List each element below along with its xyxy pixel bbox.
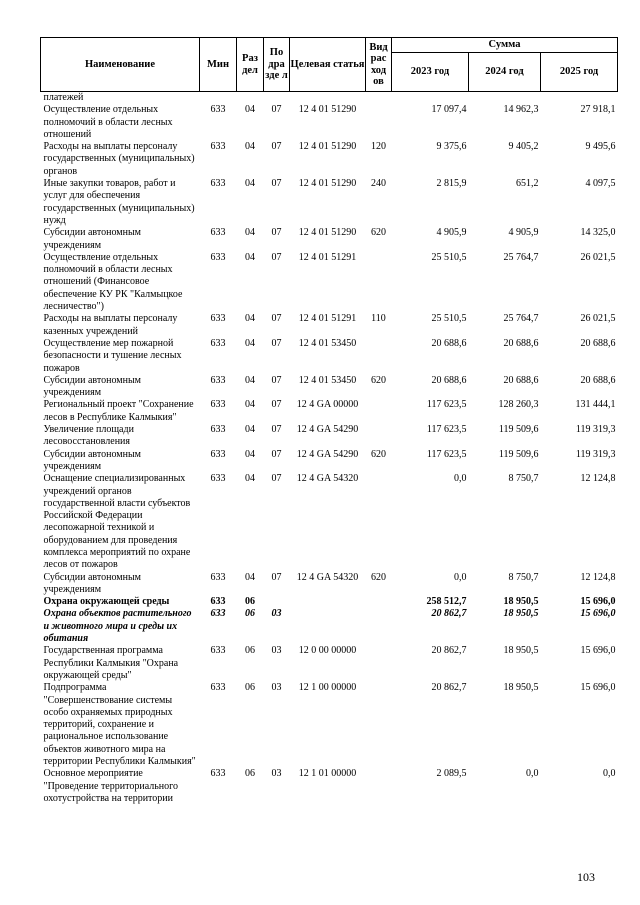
table-header: [41, 38, 618, 92]
row-podrazdel: 03: [271, 645, 282, 657]
row-name: Осуществление отдельных полномочий в области лесных отношений: [43, 104, 173, 140]
row-razdel: 06: [245, 608, 255, 620]
row-podrazdel: 07: [271, 227, 282, 239]
row-razdel: 04: [245, 313, 255, 325]
row-sum-2024: 651,2: [516, 178, 539, 190]
row-name: Основное мероприятие "Проведение территориального охотустройства на территории: [43, 768, 178, 804]
row-vid: [366, 473, 392, 571]
row-min: 633: [210, 768, 226, 780]
row-name: Иные закупки товаров, работ и услуг для обеспечения государственных (муниципальных) нужд: [43, 178, 195, 226]
table-row: [41, 104, 618, 141]
row-sum-2025: 20 688,6: [580, 374, 616, 386]
row-sum-2024: 9 405,2: [508, 141, 539, 153]
table-row: [41, 313, 618, 338]
budget-table: [40, 37, 618, 805]
row-razdel: 04: [245, 424, 255, 436]
table-row: [41, 424, 618, 449]
row-sum-2025: 0,0: [603, 768, 616, 780]
row-podrazdel: 07: [271, 178, 282, 190]
row-target: 12 4 01 53450: [298, 337, 357, 349]
header-target: Целевая статья: [290, 38, 366, 92]
row-sum-2024: 128 260,3: [498, 399, 539, 411]
row-min: 633: [210, 251, 226, 263]
table-row: [41, 178, 618, 227]
row-min: [200, 92, 237, 105]
row-sum-2025: 131 444,1: [575, 399, 616, 411]
row-razdel: 04: [245, 374, 255, 386]
row-min: 633: [210, 424, 226, 436]
row-sum-2023: 117 623,5: [426, 424, 467, 436]
row-target: 12 1 00 00000: [298, 682, 357, 694]
row-min: 633: [210, 448, 226, 460]
row-target: 12 4 01 51291: [298, 251, 357, 263]
row-podrazdel: 07: [271, 104, 282, 116]
row-razdel: 04: [245, 473, 255, 485]
header-podrazdel: По дра зде л: [264, 38, 290, 92]
row-vid: [366, 424, 392, 449]
row-sum-2023: 20 688,6: [431, 337, 467, 349]
row-sum-2024: 8 750,7: [508, 571, 539, 583]
row-razdel: 06: [245, 596, 255, 608]
document-page: [40, 37, 617, 805]
table-row: [41, 572, 618, 597]
row-razdel: 06: [245, 682, 255, 694]
row-target: 12 4 01 51290: [298, 141, 357, 153]
table-row: [41, 596, 618, 608]
row-podrazdel: 03: [271, 768, 282, 780]
row-podrazdel: 07: [271, 424, 282, 436]
row-razdel: 04: [245, 141, 255, 153]
row-podrazdel: 07: [271, 313, 282, 325]
row-sum-2025: 119 319,3: [575, 448, 616, 460]
row-vid: [366, 338, 392, 375]
row-razdel: 04: [245, 571, 255, 583]
row-sum-2023: 20 862,7: [431, 608, 467, 620]
row-sum-2023: 4 905,9: [436, 227, 467, 239]
row-vid: 620: [371, 571, 386, 583]
row-podrazdel: 07: [271, 571, 282, 583]
row-vid: 620: [371, 227, 386, 239]
row-name: Оснащение специализированных учреждений органов государственной власти субъектов Российской Федерации лесопожарной техникой и оборудованием для проведения комплекса мероприятий по охране лесов от пожаров: [43, 473, 191, 571]
row-min: 633: [210, 337, 226, 349]
row-min: 633: [210, 682, 226, 694]
row-sum-2025: 12 124,8: [580, 473, 616, 485]
row-sum-2025: 26 021,5: [580, 313, 616, 325]
row-vid: 110: [371, 313, 386, 325]
row-sum-2024: 20 688,6: [503, 374, 539, 386]
row-sum-2025: 26 021,5: [580, 251, 616, 263]
row-sum-2024: 0,0: [526, 768, 539, 780]
row-sum-2023: 0,0: [454, 571, 467, 583]
row-sum-2025: 9 495,6: [585, 141, 616, 153]
row-razdel: 04: [245, 399, 255, 411]
row-sum-2024: 18 950,5: [503, 682, 539, 694]
row-sum-2025: 15 696,0: [580, 682, 616, 694]
row-podrazdel: 07: [271, 251, 282, 263]
row-razdel: 06: [245, 645, 255, 657]
row-vid: [366, 92, 392, 105]
row-sum-2023: 25 510,5: [431, 313, 467, 325]
row-razdel: 04: [245, 251, 255, 263]
row-name: Осуществление отдельных полномочий в области лесных отношений (Финансовое обеспечение КУ РК "Калмыцкое лесничество"): [43, 251, 183, 313]
row-sum-2023: 2 089,5: [436, 768, 467, 780]
row-sum-2024: 119 509,6: [498, 448, 539, 460]
row-min: 633: [210, 473, 226, 485]
row-name: Охрана объектов растительного и животного мира и среды их обитания: [43, 608, 192, 645]
table-row: [41, 608, 618, 645]
table-row: [41, 645, 618, 682]
row-sum-2023: 20 688,6: [431, 374, 467, 386]
row-name: Расходы на выплаты персоналу казенных учреждений: [43, 313, 178, 337]
row-podrazdel: 07: [271, 473, 282, 485]
table-row: [41, 473, 618, 571]
row-name: Субсидии автономным учреждениям: [43, 571, 141, 595]
row-podrazdel: 07: [271, 141, 282, 153]
row-name: Государственная программа Республики Калмыкия "Охрана окружающей среды": [43, 645, 179, 681]
row-razdel: 04: [245, 227, 255, 239]
row-vid: [366, 608, 392, 645]
row-vid: 120: [371, 141, 386, 153]
row-min: 633: [210, 608, 226, 620]
row-name: Субсидии автономным учреждениям: [43, 374, 141, 399]
row-vid: 240: [371, 178, 386, 190]
row-sum-2024: 14 962,3: [503, 104, 539, 116]
row-name: Субсидии автономным учреждениям: [43, 448, 141, 472]
row-target: 12 4 GA 54320: [296, 571, 359, 583]
row-name: Осуществление мер пожарной безопасности и тушение лесных пожаров: [43, 337, 182, 374]
row-name: Субсидии автономным учреждениям: [43, 227, 141, 251]
row-podrazdel: [264, 596, 290, 608]
row-razdel: 04: [245, 448, 255, 460]
row-vid: 620: [371, 374, 386, 386]
row-sum-2025: 15 696,0: [580, 645, 616, 657]
row-sum-2023: 25 510,5: [431, 251, 467, 263]
row-podrazdel: [264, 92, 290, 105]
row-name: Региональный проект "Сохранение лесов в Республике Калмыкия": [43, 399, 194, 423]
row-target: [290, 608, 366, 645]
table-row: [41, 682, 618, 768]
table-row: [41, 141, 618, 178]
row-min: 633: [210, 227, 226, 239]
row-target: 12 4 GA 54290: [296, 448, 359, 460]
row-sum-2024: 4 905,9: [508, 227, 539, 239]
row-sum-2023: 20 862,7: [431, 682, 467, 694]
row-razdel: 06: [245, 768, 255, 780]
row-sum-2025: 27 918,1: [580, 104, 616, 116]
table-row: [41, 449, 618, 474]
row-sum-2025: 15 696,0: [580, 596, 616, 608]
row-podrazdel: 07: [271, 337, 282, 349]
row-podrazdel: 07: [271, 374, 282, 386]
row-sum-2024: 119 509,6: [498, 424, 539, 436]
row-target: 12 4 01 53450: [298, 374, 357, 386]
row-sum-2025: 15 696,0: [580, 608, 616, 620]
row-target: 12 1 01 00000: [298, 768, 357, 780]
row-target: 12 4 GA 54320: [296, 473, 359, 485]
row-sum-2025: 20 688,6: [580, 337, 616, 349]
table-body: [41, 92, 618, 806]
table-row: [41, 399, 618, 424]
row-target: [290, 92, 366, 105]
row-sum-2024: [469, 92, 541, 105]
header-min: Мин: [200, 38, 237, 92]
row-target: 12 0 00 00000: [298, 645, 357, 657]
row-sum-2023: 17 097,4: [431, 104, 467, 116]
row-min: 633: [210, 645, 226, 657]
row-sum-2023: 117 623,5: [426, 448, 467, 460]
row-sum-2023: [392, 92, 469, 105]
row-name: Увеличение площади лесовосстановления: [43, 424, 134, 448]
header-name: Наименование: [41, 38, 200, 92]
row-min: 633: [210, 178, 226, 190]
row-podrazdel: 03: [271, 682, 282, 694]
row-name: Охрана окружающей среды: [43, 596, 170, 608]
table-row: [41, 375, 618, 400]
row-min: 633: [210, 141, 226, 153]
row-min: 633: [210, 571, 226, 583]
row-razdel: 04: [245, 178, 255, 190]
row-name: платежей: [43, 92, 84, 103]
row-podrazdel: 03: [271, 608, 282, 620]
row-vid: [366, 682, 392, 768]
row-vid: [366, 104, 392, 141]
row-target: 12 4 01 51290: [298, 178, 357, 190]
row-sum-2024: 25 764,7: [503, 313, 539, 325]
row-razdel: [237, 92, 264, 105]
row-min: 633: [210, 104, 226, 116]
header-razdel: Раз дел: [237, 38, 264, 92]
row-vid: 620: [371, 448, 386, 460]
row-target: 12 4 01 51291: [298, 313, 357, 325]
row-razdel: 04: [245, 337, 255, 349]
row-sum-2023: 117 623,5: [426, 399, 467, 411]
row-vid: [366, 596, 392, 608]
row-target: [290, 596, 366, 608]
table-row: [41, 227, 618, 252]
row-target: 12 4 01 51290: [298, 227, 357, 239]
header-vid: Вид рас ход ов: [366, 38, 392, 92]
row-sum-2024: 8 750,7: [508, 473, 539, 485]
header-sum: Сумма: [392, 38, 618, 53]
row-target: 12 4 GA 54290: [296, 424, 359, 436]
row-sum-2024: 18 950,5: [503, 596, 539, 608]
row-sum-2023: 258 512,7: [426, 596, 467, 608]
row-sum-2024: 25 764,7: [503, 251, 539, 263]
row-target: 12 4 01 51290: [298, 104, 357, 116]
row-vid: [366, 399, 392, 424]
row-sum-2023: 20 862,7: [431, 645, 467, 657]
row-podrazdel: 07: [271, 448, 282, 460]
table-row: [41, 252, 618, 313]
row-vid: [366, 645, 392, 682]
row-sum-2023: 0,0: [454, 473, 467, 485]
row-vid: [366, 252, 392, 313]
row-min: 633: [210, 374, 226, 386]
row-sum-2025: 14 325,0: [580, 227, 616, 239]
row-min: 633: [210, 596, 226, 608]
header-year-2024: 2024 год: [469, 53, 541, 92]
header-year-2023: 2023 год: [392, 53, 469, 92]
row-target: 12 4 GA 00000: [296, 399, 359, 411]
row-sum-2023: 9 375,6: [436, 141, 467, 153]
row-sum-2025: 12 124,8: [580, 571, 616, 583]
row-sum-2024: 18 950,5: [503, 645, 539, 657]
table-row: [41, 92, 618, 105]
row-sum-2025: [541, 92, 618, 105]
row-vid: [366, 768, 392, 805]
header-year-2025: 2025 год: [541, 53, 618, 92]
row-sum-2025: 4 097,5: [585, 178, 616, 190]
row-podrazdel: 07: [271, 399, 282, 411]
row-sum-2024: 18 950,5: [503, 608, 539, 620]
row-sum-2025: 119 319,3: [575, 424, 616, 436]
row-min: 633: [210, 399, 226, 411]
row-razdel: 04: [245, 104, 255, 116]
row-name: Подпрограмма "Совершенствование системы особо охраняемых природных территорий, сохранение и рациональное использование объектов животного мира на территории Республики Калмыкия": [43, 682, 196, 768]
row-sum-2024: 20 688,6: [503, 337, 539, 349]
row-min: 633: [210, 313, 226, 325]
row-sum-2023: 2 815,9: [436, 178, 467, 190]
row-name: Расходы на выплаты персоналу государственных (муниципальных) органов: [43, 141, 195, 177]
table-row: [41, 768, 618, 805]
table-row: [41, 338, 618, 375]
page-number: 103: [577, 870, 595, 884]
